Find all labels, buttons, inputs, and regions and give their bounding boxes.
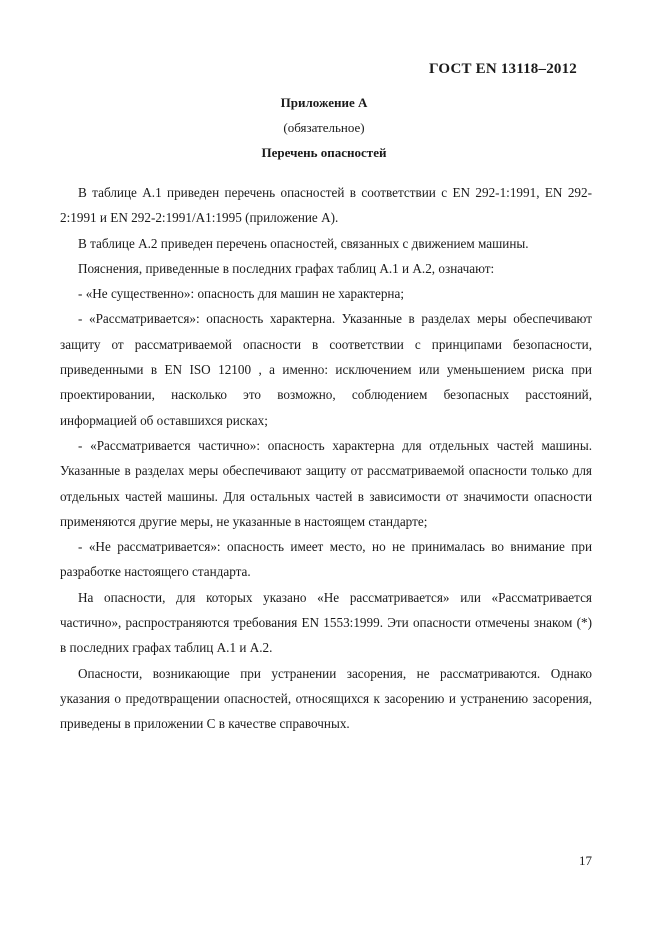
paragraph-table-a1: В таблице А.1 приведен перечень опасностей в соответствии с EN 292-1:1991, EN 292-2:1991 и EN 292-2:1991/A1:1995 (приложение А).: [60, 185, 592, 226]
page-number: 17: [579, 853, 592, 868]
annex-title: Приложение А: [280, 95, 368, 110]
document-code: ГОСТ EN 13118–2012: [429, 61, 577, 77]
annex-body: [60, 180, 592, 737]
paragraph-explanations: Пояснения, приведенные в последних графах таблиц А.1 и А.2, означают:: [78, 260, 495, 276]
paragraph-table-a2: В таблице А.2 приведен перечень опасностей, связанных с движением машины.: [78, 235, 529, 251]
list-item-not-significant: - «Не существенно»: опасность для машин не характерна;: [78, 286, 404, 302]
annex-status: (обязательное): [283, 120, 365, 135]
list-item-partially-dealt-with: - «Рассматривается частично»: опасность характерна для отдельных частей машины. Указанные в разделах меры обеспечивают защиту от рассматриваемой опасности только для отдельных частей машины. Для остальных частей в зависимости от значимости опасности применяются другие меры, не указанные в настоящем стандарте;: [60, 437, 592, 529]
annex-subject: Перечень опасностей: [261, 145, 387, 160]
paragraph-en-1553: На опасности, для которых указано «Не рассматривается» или «Рассматривается частично», распространяются требования EN 1553:1999. Эти опасности отмечены знаком (*) в последних графах таблиц А.1 и А.2.: [60, 589, 592, 656]
list-item-dealt-with: - «Рассматривается»: опасность характерна. Указанные в разделах меры обеспечивают защиту от рассматриваемой опасности в соответствии с принципами безопасности, приведенными в EN ISO 12100 , а именно: исключением или уменьшением риска при проектировании, насколько это возможно, соблюдением безопасных расстояний, информацией об оставшихся рисках;: [60, 311, 592, 428]
paragraph-clogging: Опасности, возникающие при устранении засорения, не рассматриваются. Однако указания о предотвращении опасностей, относящихся к засорению и устранению засорения, приведены в приложении С в качестве справочных.: [60, 665, 592, 732]
list-item-not-dealt-with: - «Не рассматривается»: опасность имеет место, но не принималась во внимание при разработке настоящего стандарта.: [60, 539, 592, 580]
